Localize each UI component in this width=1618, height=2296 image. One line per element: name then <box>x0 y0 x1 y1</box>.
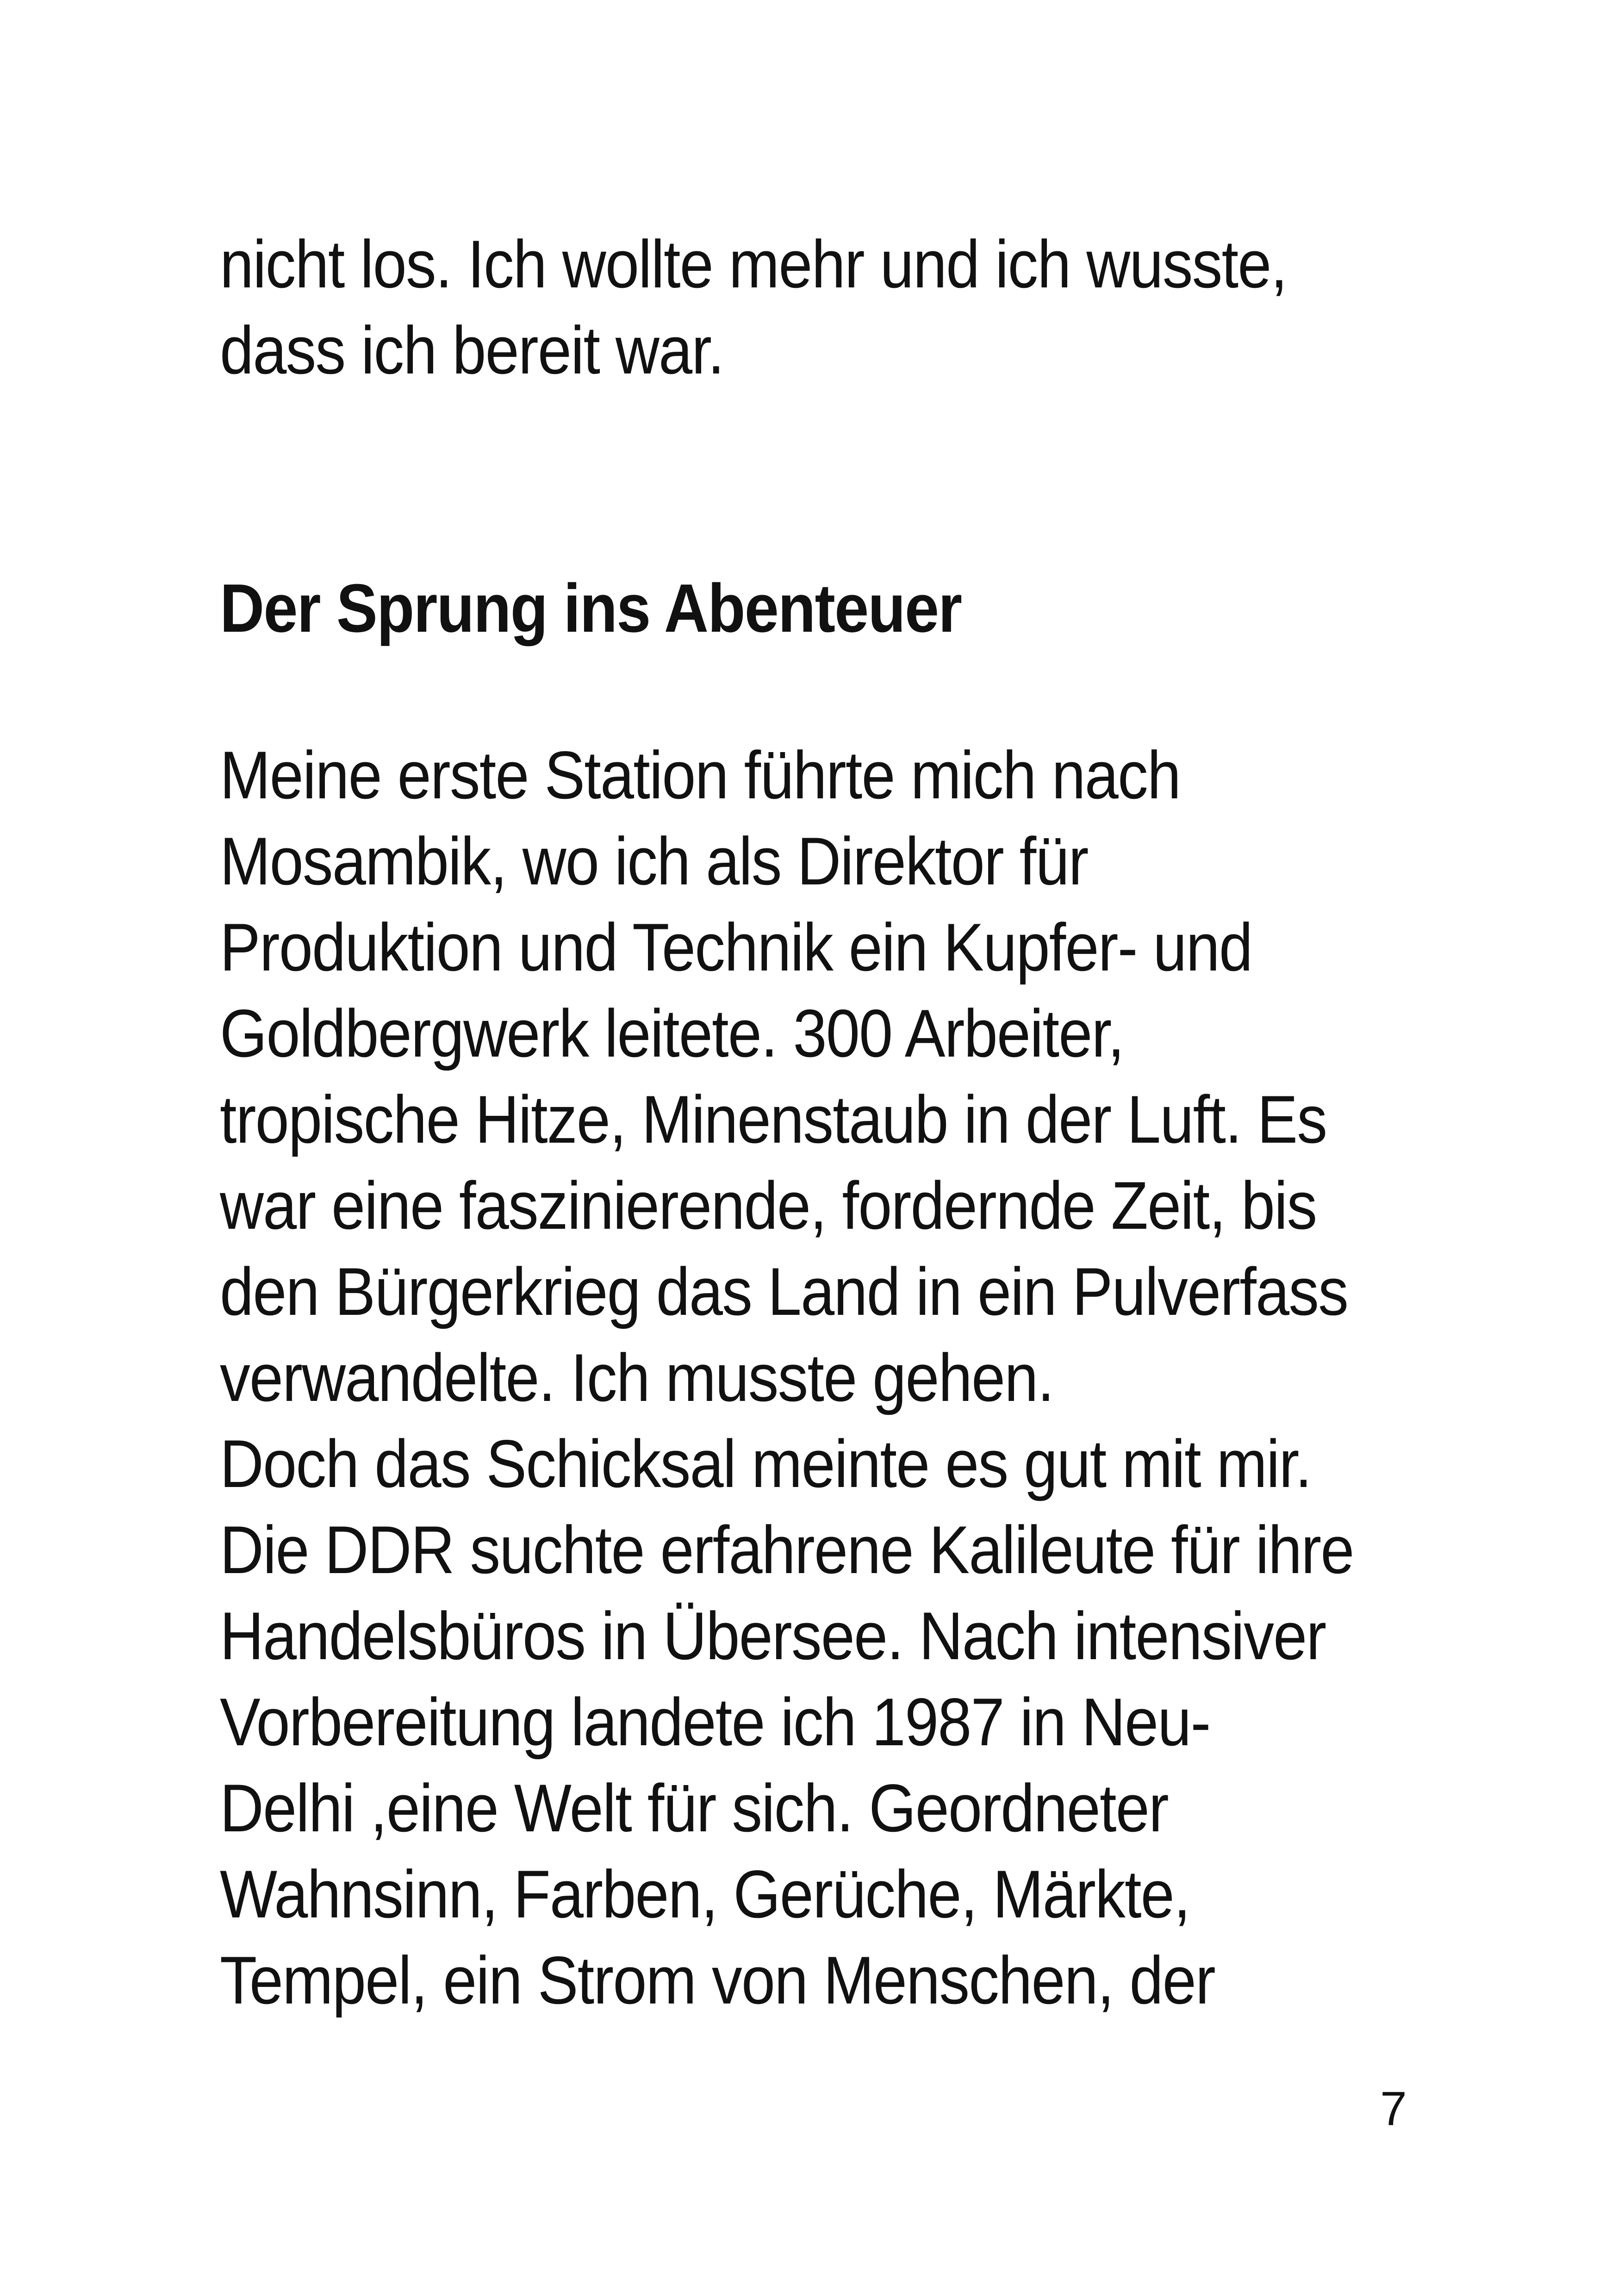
text-line: Meine erste Station führte mich nach <box>220 737 1181 813</box>
text-line: Tempel, ein Strom von Menschen, der <box>220 1942 1215 2018</box>
section-heading: Der Sprung ins Abenteuer <box>220 570 962 647</box>
text-line: Produktion und Technik ein Kupfer- und <box>220 909 1252 985</box>
text-line: verwandelte. Ich musste gehen. <box>220 1340 1054 1415</box>
page-number: 7 <box>1380 2082 1407 2136</box>
text-line: den Bürgerkrieg das Land in ein Pulverfass <box>220 1254 1348 1329</box>
body-paragraph <box>220 732 1354 2023</box>
text-line: tropische Hitze, Minenstaub in der Luft. Es <box>220 1082 1327 1157</box>
text-line: Mosambik, wo ich als Direktor für <box>220 823 1088 899</box>
text-line: Delhi ,eine Welt für sich. Geordneter <box>220 1770 1168 1846</box>
text-line: nicht los. Ich wollte mehr und ich wusste, <box>220 226 1287 302</box>
text-line: Goldbergwerk leitete. 300 Arbeiter, <box>220 996 1124 1071</box>
text-line: Wahnsinn, Farben, Gerüche, Märkte, <box>220 1856 1190 1932</box>
text-line: Doch das Schicksal meinte es gut mit mir. <box>220 1426 1311 1501</box>
text-line: dass ich bereit war. <box>220 312 724 388</box>
text-line: Vorbereitung landete ich 1987 in Neu- <box>220 1684 1210 1760</box>
text-line: Handelsbüros in Übersee. Nach intensiver <box>220 1598 1326 1674</box>
text-line: war eine faszinierende, fordernde Zeit, bis <box>220 1168 1317 1243</box>
text-line: Die DDR suchte erfahrene Kalileute für ihre <box>220 1512 1354 1587</box>
intro-paragraph <box>220 221 1303 393</box>
